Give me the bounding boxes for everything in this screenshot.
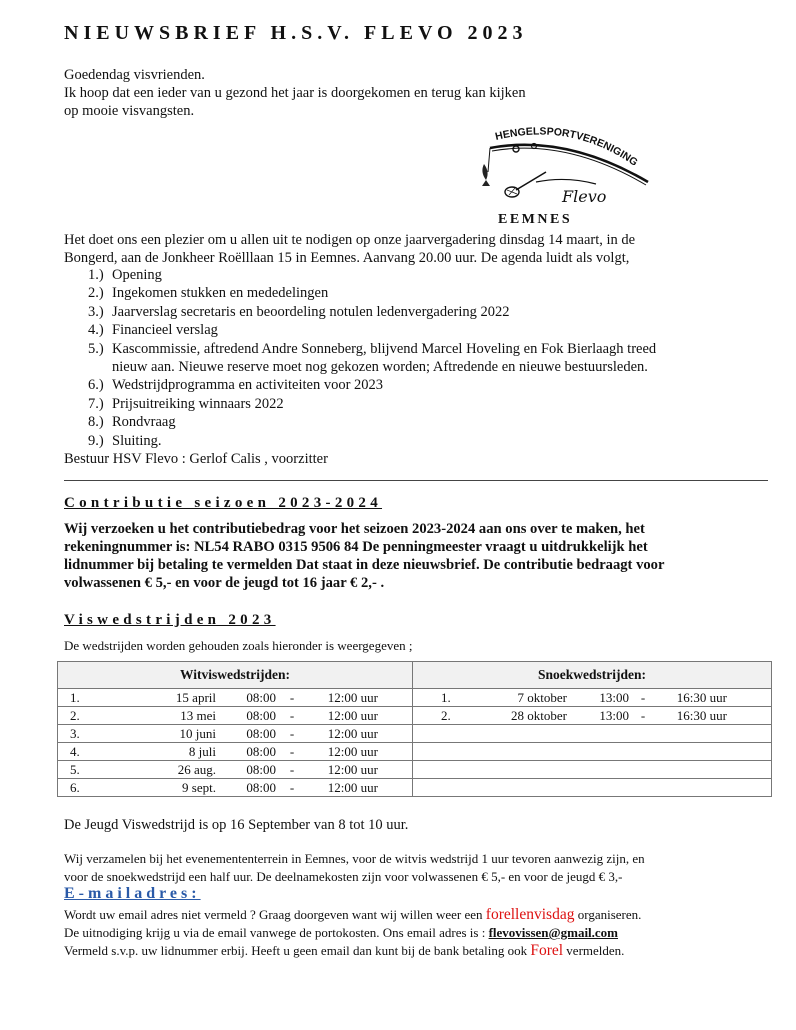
- verzamel-line-1: Wij verzamelen bij het evenemententerrein in Eemnes, voor de witvis wedstrijd 1 uur tevoren aanwezig zijn, en: [64, 851, 645, 866]
- viswedstrijden-intro: De wedstrijden worden gehouden zoals hieronder is weergegeven ;: [64, 638, 413, 653]
- agenda-item: 1.) Opening: [88, 267, 162, 283]
- table-row: 3. 10 juni 08:00 - 12:00 uur: [58, 725, 413, 743]
- svg-text:HENGELSPORTVERENIGING: [494, 125, 640, 168]
- meeting-line-2: Bongerd, aan de Jonkheer Roëlllaan 15 in Eemnes. Aanvang 20.00 uur. De agenda luidt als volgt,: [64, 250, 630, 266]
- section-divider: [64, 480, 768, 481]
- email-line-2: De uitnodiging krijg u via de email vanwege de portokosten. Ons email adres is : flevovissen@gmail.com: [64, 925, 619, 940]
- agenda-item: 3.) Jaarverslag secretaris en beoordeling notulen ledenvergadering 2022: [88, 303, 510, 320]
- contributie-line-2: rekeningnummer is: NL54 RABO 0315 9506 84 De penningmeester vraagt u uitdrukkelijk het: [64, 539, 648, 555]
- agenda-item: 2.) Ingekomen stukken en mededelingen: [88, 285, 329, 302]
- agenda-list: [90, 266, 656, 450]
- intro-line-3: op mooie visvangsten.: [64, 103, 195, 119]
- contributie-heading: Contributie seizoen 2023-2024: [64, 495, 383, 511]
- club-logo: [476, 124, 666, 228]
- table-row: 2. 28 oktober 13:00 - 16:30 uur: [413, 707, 772, 725]
- agenda-item: 7.) Prijsuitreiking winnaars 2022: [88, 395, 284, 412]
- table-cell-empty: [413, 725, 772, 743]
- table-row: 1. 7 oktober 13:00 - 16:30 uur: [413, 689, 772, 707]
- forellenvisdag-highlight: forellenvisdag: [485, 906, 575, 923]
- agenda-item: 8.) Rondvraag: [88, 414, 176, 431]
- fishing-rod-logo-icon: [476, 124, 666, 228]
- contributie-line-4: volwassenen € 5,- en voor de jeugd tot 16 jaar € 2,- .: [64, 575, 385, 591]
- email-heading: E-mailadres:: [64, 885, 201, 902]
- jeugd-viswedstrijd: De Jeugd Viswedstrijd is op 16 September van 8 tot 10 uur.: [64, 817, 409, 833]
- viswedstrijden-heading: Viswedstrijden 2023: [64, 612, 276, 628]
- table-cell-empty: [413, 743, 772, 761]
- verzamel-line-2: voor de snoekwedstrijd een half uur. De deelnamekosten zijn voor volwassenen € 5,- en voor de jeugd € 3,-: [64, 869, 623, 884]
- agenda-item: 4.) Financieel verslag: [88, 322, 218, 339]
- contributie-line-3: lidnummer bij betaling te vermelden Dat staat in deze nieuwsbrief. De contributie bedraagt voor: [64, 557, 665, 573]
- competition-schedule-table: [57, 661, 772, 797]
- logo-top-text: HENGELSPORTVERENIGING: [494, 125, 640, 169]
- intro-line-1: Goedendag visvrienden.: [64, 67, 205, 83]
- email-line-3: Vermeld s.v.p. uw lidnummer erbij. Heeft u geen email dan kunt bij de bank betaling ook Forel vermelden.: [64, 942, 625, 959]
- email-line-1: Wordt uw email adres niet vermeld ? Graag doorgeven want wij willen weer een forellenvisdag organiseren.: [64, 906, 642, 923]
- email-address-link[interactable]: flevovissen@gmail.com: [488, 925, 619, 940]
- contributie-line-1: Wij verzoeken u het contributiebedrag voor het seizoen 2023-2024 aan ons over te maken, het: [64, 521, 645, 537]
- agenda-item: 9.) Sluiting.: [88, 432, 162, 449]
- table-row: 5. 26 aug. 08:00 - 12:00 uur: [58, 761, 413, 779]
- table-row: 1. 15 april 08:00 - 12:00 uur: [58, 689, 413, 707]
- table-cell-empty: [413, 761, 772, 779]
- witvis-header: Witviswedstrijden:: [58, 662, 413, 689]
- agenda-item: 6.) Wedstrijdprogramma en activiteiten voor 2023: [88, 377, 384, 394]
- snoek-header: Snoekwedstrijden:: [413, 662, 772, 689]
- table-cell-empty: [413, 779, 772, 797]
- logo-script-text: Flevo: [562, 187, 607, 206]
- table-row: 2. 13 mei 08:00 - 12:00 uur: [58, 707, 413, 725]
- newsletter-title: NIEUWSBRIEF H.S.V. FLEVO 2023: [64, 22, 528, 44]
- meeting-signature: Bestuur HSV Flevo : Gerlof Calis , voorzitter: [64, 451, 328, 467]
- forel-highlight: Forel: [530, 942, 564, 959]
- meeting-line-1: Het doet ons een plezier om u allen uit te nodigen op onze jaarvergadering dinsdag 14 maart, in de: [64, 232, 636, 248]
- intro-line-2: Ik hoop dat een ieder van u gezond het jaar is doorgekomen en terug kan kijken: [64, 85, 526, 101]
- agenda-item: 5.) Kascommissie, aftredend Andre Sonneberg, blijvend Marcel Hoveling en Fok Bierlaagh treed nieuw aan. Nieuwe reserve moet nog gekozen worden; Aftredende en nieuwe bestuursleden.: [88, 340, 657, 376]
- logo-bottom-text: EEMNES: [498, 212, 573, 227]
- table-row: 4. 8 juli 08:00 - 12:00 uur: [58, 743, 413, 761]
- table-row: 6. 9 sept. 08:00 - 12:00 uur: [58, 779, 413, 797]
